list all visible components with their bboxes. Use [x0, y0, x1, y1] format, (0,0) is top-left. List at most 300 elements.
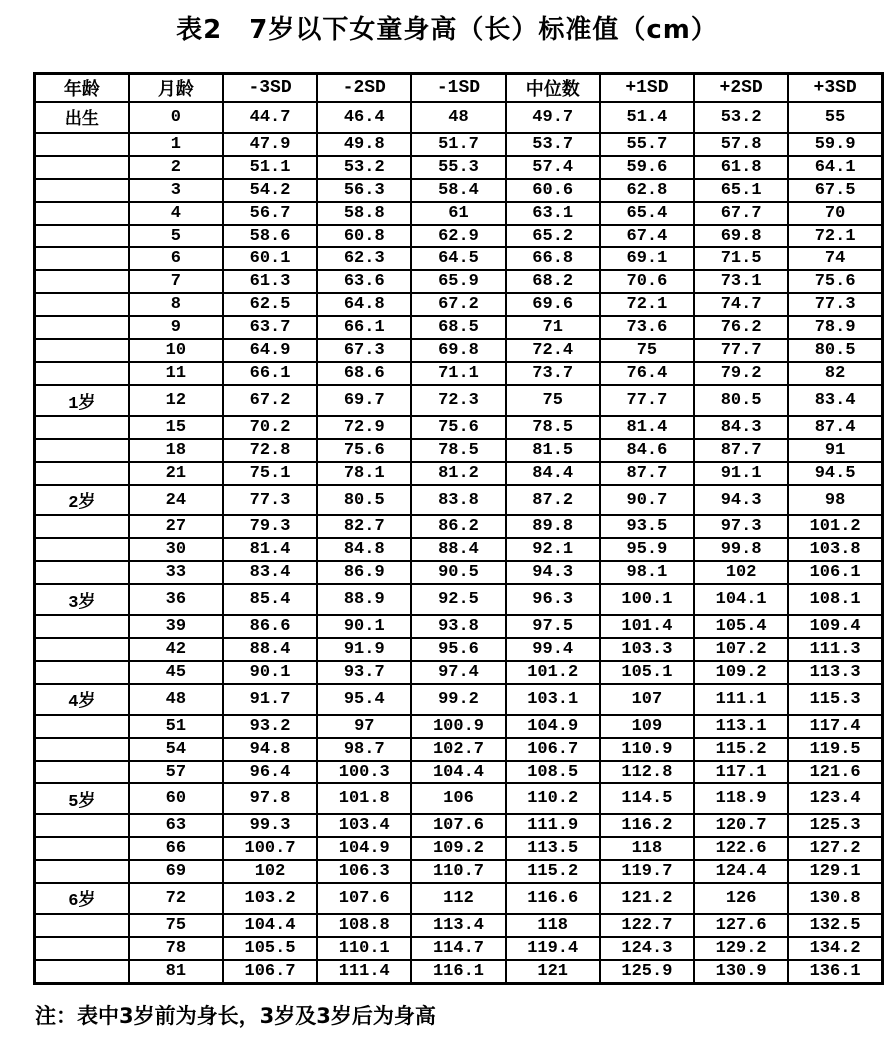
month-cell: 24 — [129, 485, 223, 516]
value-cell: 117.4 — [788, 715, 882, 738]
value-cell: 61.8 — [694, 156, 788, 179]
month-cell: 18 — [129, 439, 223, 462]
age-cell — [35, 156, 129, 179]
age-cell: 出生 — [35, 102, 129, 133]
value-cell: 71 — [506, 316, 600, 339]
value-cell: 94.8 — [223, 738, 317, 761]
value-cell: 54.2 — [223, 179, 317, 202]
value-cell: 61.3 — [223, 270, 317, 293]
value-cell: 75 — [506, 385, 600, 416]
value-cell: 118.9 — [694, 783, 788, 814]
value-cell: 101.2 — [788, 515, 882, 538]
value-cell: 80.5 — [788, 339, 882, 362]
month-cell: 78 — [129, 937, 223, 960]
value-cell: 120.7 — [694, 814, 788, 837]
value-cell: 91.1 — [694, 462, 788, 485]
value-cell: 67.5 — [788, 179, 882, 202]
age-cell — [35, 202, 129, 225]
value-cell: 122.7 — [600, 914, 694, 937]
value-cell: 106.1 — [788, 561, 882, 584]
age-cell — [35, 814, 129, 837]
value-cell: 96.4 — [223, 761, 317, 784]
value-cell: 65.9 — [411, 270, 505, 293]
table-row — [35, 860, 883, 883]
value-cell: 64.5 — [411, 247, 505, 270]
value-cell: 113.5 — [506, 837, 600, 860]
month-cell: 15 — [129, 416, 223, 439]
height-standards-table — [33, 72, 884, 985]
value-cell: 84.3 — [694, 416, 788, 439]
value-cell: 83.8 — [411, 485, 505, 516]
month-cell: 42 — [129, 638, 223, 661]
table-row — [35, 102, 883, 133]
value-cell: 90.7 — [600, 485, 694, 516]
month-cell: 54 — [129, 738, 223, 761]
value-cell: 58.6 — [223, 225, 317, 248]
value-cell: 73.6 — [600, 316, 694, 339]
value-cell: 112 — [411, 883, 505, 914]
value-cell: 87.7 — [600, 462, 694, 485]
value-cell: 129.2 — [694, 937, 788, 960]
month-cell: 3 — [129, 179, 223, 202]
value-cell: 56.3 — [317, 179, 411, 202]
value-cell: 111.4 — [317, 960, 411, 984]
value-cell: 127.2 — [788, 837, 882, 860]
value-cell: 72.3 — [411, 385, 505, 416]
value-cell: 62.5 — [223, 293, 317, 316]
value-cell: 91.7 — [223, 684, 317, 715]
value-cell: 75.6 — [411, 416, 505, 439]
value-cell: 73.1 — [694, 270, 788, 293]
age-cell — [35, 837, 129, 860]
value-cell: 94.3 — [506, 561, 600, 584]
value-cell: 84.8 — [317, 538, 411, 561]
value-cell: 98.7 — [317, 738, 411, 761]
table-row — [35, 661, 883, 684]
month-cell: 7 — [129, 270, 223, 293]
value-cell: 127.6 — [694, 914, 788, 937]
value-cell: 58.8 — [317, 202, 411, 225]
value-cell: 100.9 — [411, 715, 505, 738]
value-cell: 67.2 — [223, 385, 317, 416]
month-cell: 63 — [129, 814, 223, 837]
value-cell: 93.2 — [223, 715, 317, 738]
value-cell: 97.8 — [223, 783, 317, 814]
value-cell: 64.8 — [317, 293, 411, 316]
value-cell: 125.3 — [788, 814, 882, 837]
value-cell: 69.1 — [600, 247, 694, 270]
value-cell: 83.4 — [788, 385, 882, 416]
table-row — [35, 615, 883, 638]
table-row — [35, 783, 883, 814]
value-cell: 48 — [411, 102, 505, 133]
value-cell: 58.4 — [411, 179, 505, 202]
age-cell — [35, 133, 129, 156]
value-cell: 106.7 — [223, 960, 317, 984]
value-cell: 136.1 — [788, 960, 882, 984]
table-row — [35, 179, 883, 202]
age-cell: 5岁 — [35, 783, 129, 814]
value-cell: 107.2 — [694, 638, 788, 661]
value-cell: 81.5 — [506, 439, 600, 462]
value-cell: 66.1 — [317, 316, 411, 339]
value-cell: 103.4 — [317, 814, 411, 837]
age-cell: 2岁 — [35, 485, 129, 516]
month-cell: 5 — [129, 225, 223, 248]
value-cell: 108.8 — [317, 914, 411, 937]
footnote: 注：表中3岁前为身长，3岁及3岁后为身高 — [35, 1004, 436, 1028]
value-cell: 97.3 — [694, 515, 788, 538]
value-cell: 99.8 — [694, 538, 788, 561]
table-row — [35, 462, 883, 485]
value-cell: 105.1 — [600, 661, 694, 684]
value-cell: 75.6 — [317, 439, 411, 462]
value-cell: 88.4 — [411, 538, 505, 561]
table-row — [35, 133, 883, 156]
value-cell: 102 — [694, 561, 788, 584]
value-cell: 116.1 — [411, 960, 505, 984]
value-cell: 99.2 — [411, 684, 505, 715]
age-cell — [35, 316, 129, 339]
value-cell: 77.3 — [788, 293, 882, 316]
value-cell: 115.3 — [788, 684, 882, 715]
value-cell: 110.2 — [506, 783, 600, 814]
table-row — [35, 156, 883, 179]
month-cell: 2 — [129, 156, 223, 179]
age-cell — [35, 270, 129, 293]
age-cell — [35, 715, 129, 738]
month-cell: 57 — [129, 761, 223, 784]
value-cell: 100.7 — [223, 837, 317, 860]
value-cell: 104.9 — [317, 837, 411, 860]
value-cell: 55.7 — [600, 133, 694, 156]
table-row — [35, 684, 883, 715]
value-cell: 53.7 — [506, 133, 600, 156]
value-cell: 87.7 — [694, 439, 788, 462]
value-cell: 97.5 — [506, 615, 600, 638]
col-header-month: 月龄 — [129, 74, 223, 103]
value-cell: 90.1 — [317, 615, 411, 638]
month-cell: 30 — [129, 538, 223, 561]
value-cell: 108.5 — [506, 761, 600, 784]
value-cell: 74.7 — [694, 293, 788, 316]
value-cell: 47.9 — [223, 133, 317, 156]
value-cell: 121 — [506, 960, 600, 984]
table-row — [35, 439, 883, 462]
col-header-plus2sd: +2SD — [694, 74, 788, 103]
table-row — [35, 339, 883, 362]
table-row — [35, 837, 883, 860]
value-cell: 118 — [600, 837, 694, 860]
value-cell: 49.8 — [317, 133, 411, 156]
month-cell: 4 — [129, 202, 223, 225]
value-cell: 97 — [317, 715, 411, 738]
value-cell: 119.5 — [788, 738, 882, 761]
value-cell: 80.5 — [694, 385, 788, 416]
value-cell: 57.4 — [506, 156, 600, 179]
table-row — [35, 362, 883, 385]
col-header-plus1sd: +1SD — [600, 74, 694, 103]
value-cell: 85.4 — [223, 584, 317, 615]
value-cell: 69.6 — [506, 293, 600, 316]
age-cell — [35, 247, 129, 270]
table-row — [35, 584, 883, 615]
value-cell: 121.2 — [600, 883, 694, 914]
value-cell: 65.4 — [600, 202, 694, 225]
value-cell: 68.5 — [411, 316, 505, 339]
value-cell: 84.4 — [506, 462, 600, 485]
value-cell: 98.1 — [600, 561, 694, 584]
value-cell: 101.2 — [506, 661, 600, 684]
value-cell: 88.4 — [223, 638, 317, 661]
age-cell: 4岁 — [35, 684, 129, 715]
month-cell: 10 — [129, 339, 223, 362]
value-cell: 116.6 — [506, 883, 600, 914]
value-cell: 95.6 — [411, 638, 505, 661]
value-cell: 86.9 — [317, 561, 411, 584]
value-cell: 55 — [788, 102, 882, 133]
value-cell: 111.3 — [788, 638, 882, 661]
value-cell: 130.9 — [694, 960, 788, 984]
value-cell: 67.2 — [411, 293, 505, 316]
value-cell: 51.1 — [223, 156, 317, 179]
value-cell: 51.4 — [600, 102, 694, 133]
age-cell — [35, 561, 129, 584]
age-cell — [35, 179, 129, 202]
value-cell: 109.2 — [411, 837, 505, 860]
value-cell: 81.2 — [411, 462, 505, 485]
value-cell: 69.8 — [694, 225, 788, 248]
value-cell: 46.4 — [317, 102, 411, 133]
age-cell — [35, 914, 129, 937]
month-cell: 8 — [129, 293, 223, 316]
col-header-minus2sd: -2SD — [317, 74, 411, 103]
month-cell: 36 — [129, 584, 223, 615]
value-cell: 78.5 — [506, 416, 600, 439]
value-cell: 107.6 — [317, 883, 411, 914]
value-cell: 117.1 — [694, 761, 788, 784]
col-header-minus3sd: -3SD — [223, 74, 317, 103]
value-cell: 94.3 — [694, 485, 788, 516]
value-cell: 68.2 — [506, 270, 600, 293]
value-cell: 73.7 — [506, 362, 600, 385]
value-cell: 98 — [788, 485, 882, 516]
value-cell: 104.4 — [411, 761, 505, 784]
value-cell: 119.7 — [600, 860, 694, 883]
value-cell: 63.7 — [223, 316, 317, 339]
value-cell: 78.1 — [317, 462, 411, 485]
table-row — [35, 225, 883, 248]
value-cell: 51.7 — [411, 133, 505, 156]
value-cell: 106 — [411, 783, 505, 814]
value-cell: 96.3 — [506, 584, 600, 615]
month-cell: 33 — [129, 561, 223, 584]
table-row — [35, 485, 883, 516]
value-cell: 86.6 — [223, 615, 317, 638]
value-cell: 113.1 — [694, 715, 788, 738]
age-cell — [35, 615, 129, 638]
value-cell: 64.1 — [788, 156, 882, 179]
value-cell: 93.7 — [317, 661, 411, 684]
month-cell: 0 — [129, 102, 223, 133]
table-row — [35, 270, 883, 293]
table-row — [35, 814, 883, 837]
table-row — [35, 202, 883, 225]
value-cell: 82 — [788, 362, 882, 385]
age-cell — [35, 738, 129, 761]
value-cell: 110.9 — [600, 738, 694, 761]
age-cell — [35, 339, 129, 362]
value-cell: 77.7 — [694, 339, 788, 362]
value-cell: 129.1 — [788, 860, 882, 883]
value-cell: 59.6 — [600, 156, 694, 179]
value-cell: 55.3 — [411, 156, 505, 179]
month-cell: 48 — [129, 684, 223, 715]
table-row — [35, 561, 883, 584]
value-cell: 70 — [788, 202, 882, 225]
value-cell: 119.4 — [506, 937, 600, 960]
value-cell: 91.9 — [317, 638, 411, 661]
value-cell: 60.8 — [317, 225, 411, 248]
page-title: 表2 7岁以下女童身高（长）标准值（cm） — [176, 15, 718, 45]
value-cell: 75 — [600, 339, 694, 362]
month-cell: 66 — [129, 837, 223, 860]
value-cell: 68.6 — [317, 362, 411, 385]
value-cell: 109.4 — [788, 615, 882, 638]
month-cell: 6 — [129, 247, 223, 270]
value-cell: 64.9 — [223, 339, 317, 362]
value-cell: 103.3 — [600, 638, 694, 661]
value-cell: 122.6 — [694, 837, 788, 860]
value-cell: 106.3 — [317, 860, 411, 883]
age-cell — [35, 761, 129, 784]
table-row — [35, 914, 883, 937]
value-cell: 108.1 — [788, 584, 882, 615]
value-cell: 95.4 — [317, 684, 411, 715]
value-cell: 83.4 — [223, 561, 317, 584]
value-cell: 88.9 — [317, 584, 411, 615]
value-cell: 109 — [600, 715, 694, 738]
value-cell: 75.6 — [788, 270, 882, 293]
value-cell: 116.2 — [600, 814, 694, 837]
value-cell: 70.6 — [600, 270, 694, 293]
value-cell: 56.7 — [223, 202, 317, 225]
value-cell: 70.2 — [223, 416, 317, 439]
value-cell: 57.8 — [694, 133, 788, 156]
age-cell — [35, 416, 129, 439]
table-body — [35, 102, 883, 984]
col-header-age: 年龄 — [35, 74, 129, 103]
value-cell: 103.2 — [223, 883, 317, 914]
value-cell: 53.2 — [694, 102, 788, 133]
month-cell: 69 — [129, 860, 223, 883]
value-cell: 103.1 — [506, 684, 600, 715]
table-row — [35, 538, 883, 561]
value-cell: 92.5 — [411, 584, 505, 615]
table-row — [35, 515, 883, 538]
value-cell: 107 — [600, 684, 694, 715]
value-cell: 114.7 — [411, 937, 505, 960]
value-cell: 87.2 — [506, 485, 600, 516]
header-row — [35, 74, 883, 103]
value-cell: 124.3 — [600, 937, 694, 960]
col-header-median: 中位数 — [506, 74, 600, 103]
age-cell — [35, 225, 129, 248]
value-cell: 126 — [694, 883, 788, 914]
month-cell: 45 — [129, 661, 223, 684]
value-cell: 95.9 — [600, 538, 694, 561]
table-row — [35, 937, 883, 960]
value-cell: 72.8 — [223, 439, 317, 462]
value-cell: 100.1 — [600, 584, 694, 615]
value-cell: 67.7 — [694, 202, 788, 225]
table-row — [35, 385, 883, 416]
month-cell: 21 — [129, 462, 223, 485]
value-cell: 71.1 — [411, 362, 505, 385]
value-cell: 104.1 — [694, 584, 788, 615]
value-cell: 66.1 — [223, 362, 317, 385]
month-cell: 75 — [129, 914, 223, 937]
month-cell: 9 — [129, 316, 223, 339]
value-cell: 62.3 — [317, 247, 411, 270]
table-row — [35, 638, 883, 661]
value-cell: 77.7 — [600, 385, 694, 416]
value-cell: 99.4 — [506, 638, 600, 661]
value-cell: 49.7 — [506, 102, 600, 133]
value-cell: 113.3 — [788, 661, 882, 684]
value-cell: 130.8 — [788, 883, 882, 914]
value-cell: 132.5 — [788, 914, 882, 937]
value-cell: 94.5 — [788, 462, 882, 485]
value-cell: 65.1 — [694, 179, 788, 202]
value-cell: 87.4 — [788, 416, 882, 439]
month-cell: 51 — [129, 715, 223, 738]
table-row — [35, 416, 883, 439]
value-cell: 69.8 — [411, 339, 505, 362]
age-cell — [35, 515, 129, 538]
value-cell: 92.1 — [506, 538, 600, 561]
value-cell: 86.2 — [411, 515, 505, 538]
age-cell — [35, 661, 129, 684]
value-cell: 71.5 — [694, 247, 788, 270]
month-cell: 60 — [129, 783, 223, 814]
value-cell: 118 — [506, 914, 600, 937]
table-row — [35, 960, 883, 984]
value-cell: 93.5 — [600, 515, 694, 538]
value-cell: 76.2 — [694, 316, 788, 339]
table-row — [35, 293, 883, 316]
col-header-plus3sd: +3SD — [788, 74, 882, 103]
value-cell: 106.7 — [506, 738, 600, 761]
value-cell: 115.2 — [694, 738, 788, 761]
value-cell: 100.3 — [317, 761, 411, 784]
value-cell: 102.7 — [411, 738, 505, 761]
value-cell: 78.5 — [411, 439, 505, 462]
value-cell: 77.3 — [223, 485, 317, 516]
value-cell: 134.2 — [788, 937, 882, 960]
value-cell: 121.6 — [788, 761, 882, 784]
value-cell: 80.5 — [317, 485, 411, 516]
value-cell: 67.4 — [600, 225, 694, 248]
value-cell: 114.5 — [600, 783, 694, 814]
age-cell — [35, 362, 129, 385]
value-cell: 63.1 — [506, 202, 600, 225]
value-cell: 125.9 — [600, 960, 694, 984]
value-cell: 61 — [411, 202, 505, 225]
value-cell: 110.1 — [317, 937, 411, 960]
value-cell: 123.4 — [788, 783, 882, 814]
table-row — [35, 247, 883, 270]
